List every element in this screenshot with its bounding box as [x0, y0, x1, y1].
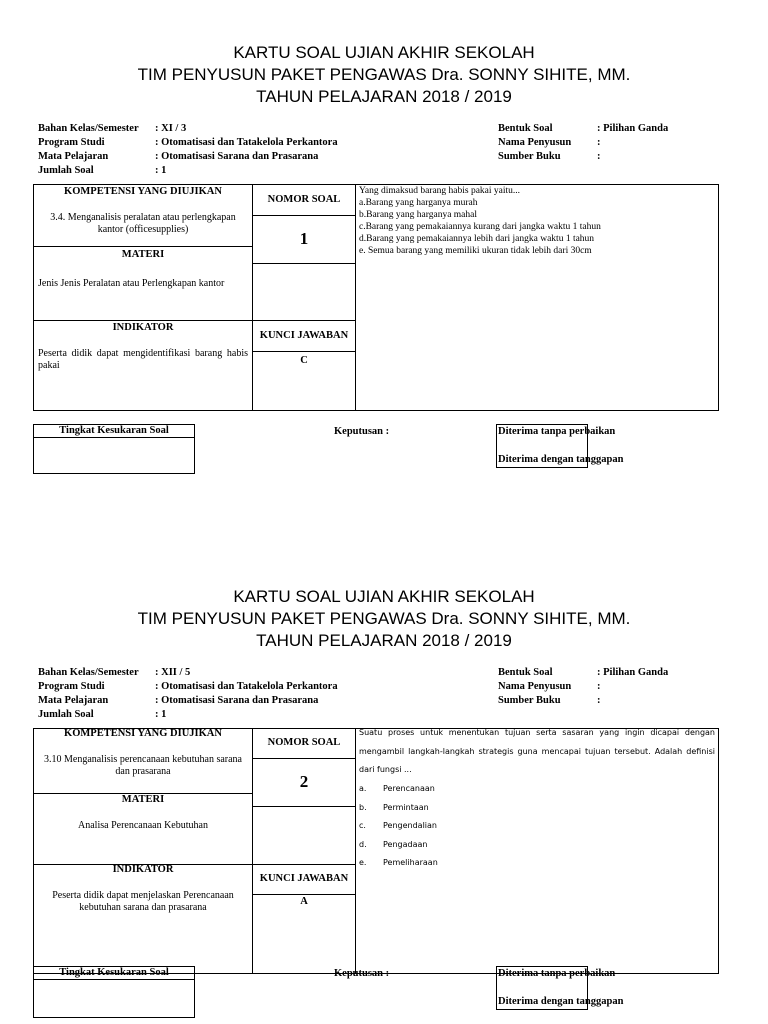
answer-key: A — [300, 896, 308, 907]
option-text: Permintaan — [383, 802, 429, 812]
option-letter: a. — [359, 784, 367, 793]
card-title-line-3: TAHUN PELAJARAN 2018 / 2019 — [256, 87, 512, 106]
card-title-line-1: KARTU SOAL UJIAN AKHIR SEKOLAH — [233, 43, 535, 62]
card-title-line-3: TAHUN PELAJARAN 2018 / 2019 — [256, 631, 512, 650]
option-text: Pemeliharaan — [383, 858, 438, 867]
decision-label: Keputusan : — [334, 426, 390, 437]
option-text: Perencanaan — [383, 784, 435, 793]
materi-header: MATERI — [121, 249, 165, 260]
meta-label: Nama Penyusun — [498, 681, 572, 692]
meta-label: Sumber Buku — [498, 151, 561, 162]
materi-text: Jenis Jenis Peralatan atau Perlengkapan kantor — [38, 278, 225, 289]
meta-value: : 1 — [155, 165, 167, 176]
competency-text: 3.10 Menganalisis perencanaan kebutuhan sarana dan prasarana — [44, 754, 242, 777]
meta-value: : Pilihan Ganda — [597, 667, 669, 678]
question-text: Yang dimaksud barang habis pakai yaitu... — [359, 186, 521, 196]
option-d: d.Barang yang pemakaiannya lebih dari jangka waktu 1 tahun — [359, 234, 595, 244]
meta-value: : Otomatisasi Sarana dan Prasarana — [155, 695, 319, 706]
meta-label: Bentuk Soal — [498, 667, 553, 678]
meta-value: : — [597, 681, 601, 692]
option-e: e. Semua barang yang memiliki ukuran tidak lebih dari 30cm — [359, 246, 592, 256]
competency-header: KOMPETENSI YANG DIUJIKAN — [64, 186, 222, 197]
question-card-1 — [0, 0, 768, 480]
meta-value: : Pilihan Ganda — [597, 123, 669, 134]
right-meta — [498, 122, 718, 168]
nomor-header: NOMOR SOAL — [267, 737, 341, 748]
accepted-with-feedback: Diterima dengan tanggapan — [498, 996, 624, 1007]
option-text: Pengendalian — [383, 821, 437, 830]
question-text: Suatu proses untuk menentukan tujuan serta sasaran yang ingin dicapai dengan mengambil langkah-langkah strategis guna mencapai tujuan tersebut. Adalah definisi dari fungsi ... — [359, 728, 715, 774]
meta-label: Jumlah Soal — [38, 165, 94, 176]
difficulty-header: Tingkat Kesukaran Soal — [59, 425, 169, 436]
indicator-header: INDIKATOR — [112, 864, 174, 875]
meta-label: Bentuk Soal — [498, 123, 553, 134]
option-letter: b. — [359, 802, 367, 812]
meta-value: : Otomatisasi dan Tatakelola Perkantora — [155, 681, 338, 692]
accepted-with-feedback: Diterima dengan tanggapan — [498, 454, 624, 465]
option-letter: e. — [359, 858, 367, 867]
nomor-header: NOMOR SOAL — [267, 194, 341, 205]
meta-label: Sumber Buku — [498, 695, 561, 706]
left-meta — [38, 666, 478, 726]
meta-value: : — [597, 137, 601, 148]
indicator-header: INDIKATOR — [112, 322, 174, 333]
card-title-line-1: KARTU SOAL UJIAN AKHIR SEKOLAH — [233, 587, 535, 606]
options-list — [359, 780, 715, 873]
option-c — [359, 817, 715, 836]
kunci-header: KUNCI JAWABAN — [259, 330, 349, 341]
meta-value: : Otomatisasi Sarana dan Prasarana — [155, 151, 319, 162]
meta-label: Bahan Kelas/Semester — [38, 123, 139, 134]
accepted-no-revision: Diterima tanpa perbaikan — [498, 968, 616, 979]
materi-header: MATERI — [121, 794, 165, 805]
meta-value: : XI / 3 — [155, 123, 187, 134]
meta-label: Mata Pelajaran — [38, 695, 109, 706]
right-meta — [498, 666, 718, 712]
option-a — [359, 780, 715, 799]
accepted-no-revision: Diterima tanpa perbaikan — [498, 426, 616, 437]
meta-label: Jumlah Soal — [38, 709, 94, 720]
option-text: Pengadaan — [383, 839, 428, 849]
meta-label: Program Studi — [38, 681, 105, 692]
indicator-text: Peserta didik dapat mengidentifikasi barang habis pakai — [38, 348, 248, 371]
option-b: b.Barang yang harganya mahal — [359, 210, 478, 220]
option-a: a.Barang yang harganya murah — [359, 198, 478, 208]
meta-label: Mata Pelajaran — [38, 151, 109, 162]
meta-label: Nama Penyusun — [498, 137, 572, 148]
meta-value: : XII / 5 — [155, 667, 191, 678]
option-letter: c. — [359, 821, 366, 830]
meta-value: : — [597, 151, 601, 162]
indicator-text: Peserta didik dapat menjelaskan Perencanaan kebutuhan sarana dan prasarana — [52, 890, 234, 913]
option-c: c.Barang yang pemakaiannya kurang dari jangka waktu 1 tahun — [359, 222, 601, 232]
blank-cell — [252, 263, 356, 321]
meta-value: : Otomatisasi dan Tatakelola Perkantora — [155, 137, 338, 148]
answer-key: C — [300, 355, 308, 366]
option-b — [359, 799, 715, 818]
materi-text: Analisa Perencanaan Kebutuhan — [78, 820, 208, 831]
question-number: 1 — [299, 229, 309, 248]
meta-value: : 1 — [155, 709, 167, 720]
blank-cell — [252, 806, 356, 865]
kunci-header: KUNCI JAWABAN — [259, 873, 349, 884]
option-d — [359, 836, 715, 855]
card-title-line-2: TIM PENYUSUN PAKET PENGAWAS Dra. SONNY SIHITE, MM. — [137, 65, 631, 84]
card-title-line-2: TIM PENYUSUN PAKET PENGAWAS Dra. SONNY SIHITE, MM. — [137, 609, 631, 628]
meta-label: Program Studi — [38, 137, 105, 148]
left-meta — [38, 122, 478, 182]
question-number: 2 — [299, 772, 309, 791]
competency-header: KOMPETENSI YANG DIUJIKAN — [64, 728, 222, 739]
option-letter: d. — [359, 839, 367, 849]
competency-text: 3.4. Menganalisis peralatan atau perlengkapan kantor (officesupplies) — [50, 212, 236, 235]
meta-value: : — [597, 695, 601, 706]
meta-label: Bahan Kelas/Semester — [38, 667, 139, 678]
difficulty-header: Tingkat Kesukaran Soal — [59, 967, 169, 978]
option-e — [359, 854, 715, 873]
decision-label: Keputusan : — [334, 968, 390, 979]
question-card-2 — [0, 544, 768, 1024]
indicator-cell — [33, 864, 253, 974]
